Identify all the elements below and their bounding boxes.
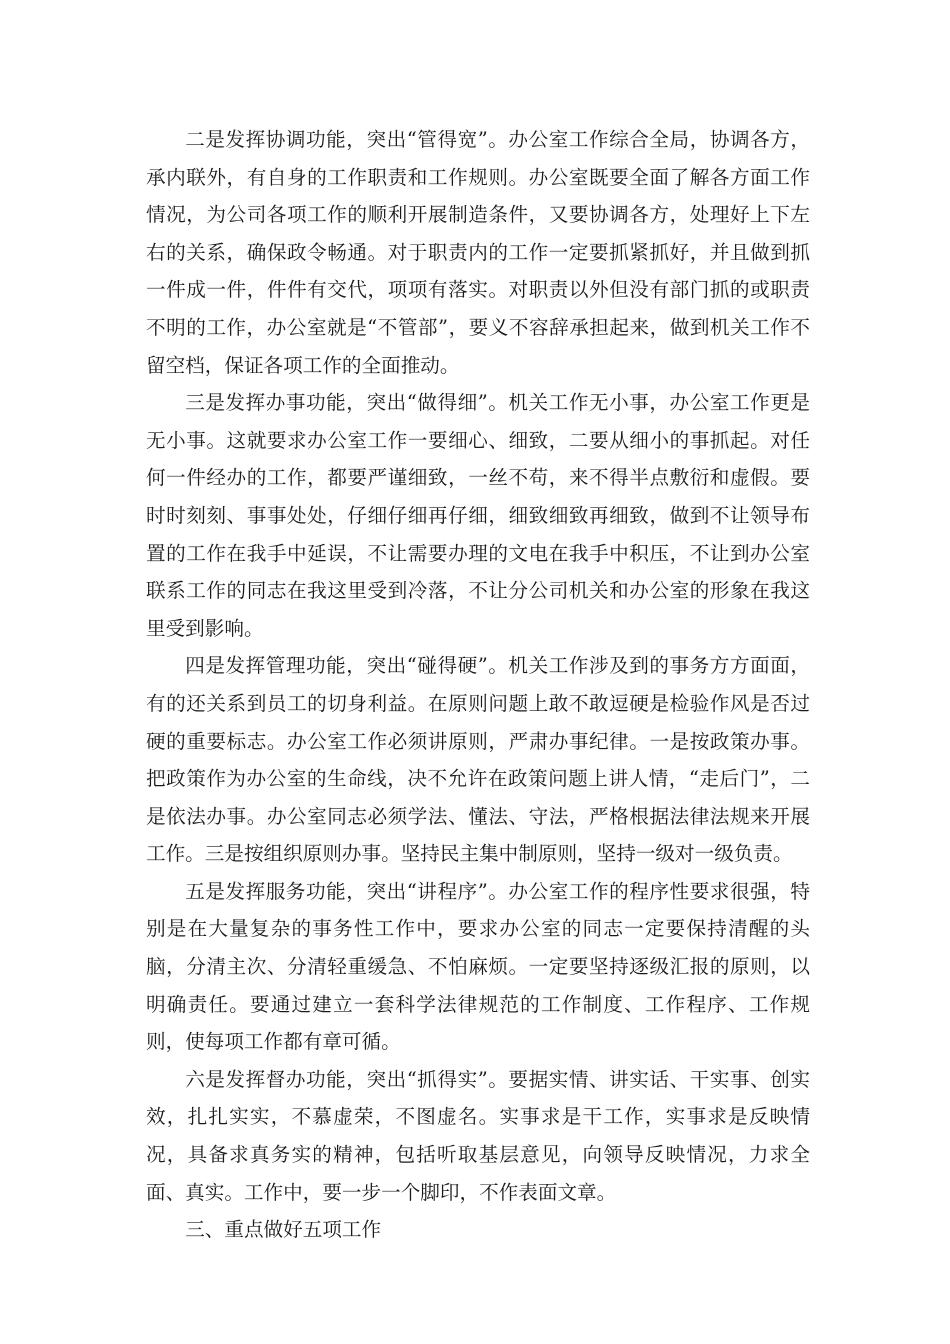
document-body: [146, 121, 810, 1249]
paragraph-service: 五是发挥服务功能，突出“讲程序”。办公室工作的程序性要求很强，特别是在大量复杂的事务性工作中，要求办公室的同志一定要保持清醒的头脑，分清主次、分清轻重缓急、不怕麻烦。一定要坚持逐级汇报的原则，以明确责任。要通过建立一套科学法律规范的工作制度、工作程序、工作规则，使每项工作都有章可循。: [146, 879, 810, 1054]
paragraph-supervision: 六是发挥督办功能，突出“抓得实”。要据实情、讲实话、干实事、创实效，扎扎实实，不慕虚荣，不图虚名。实事求是干工作，实事求是反映情况，具备求真务实的精神，包括听取基层意见，向领导反映情况，力求全面、真实。工作中，要一步一个脚印，不作表面文章。: [146, 1067, 810, 1204]
section-heading: 三、重点做好五项工作: [185, 1218, 382, 1242]
paragraph-handling-affairs: 三是发挥办事功能，突出“做得细”。机关工作无小事，办公室工作更是无小事。这就要求办公室工作一要细心、细致，二要从细小的事抓起。对任何一件经办的工作，都要严谨细致，一丝不苟，来不得半点敷衍和虚假。要时时刻刻、事事处处，仔细仔细再仔细，细致细致再细致，做到不让领导布置的工作在我手中延误，不让需要办理的文电在我手中积压，不让到办公室联系工作的同志在我这里受到冷落，不让分公司机关和办公室的形象在我这里受到影响。: [146, 391, 810, 640]
paragraph-coordination: 二是发挥协调功能，突出“管得宽”。办公室工作综合全局，协调各方，承内联外，有自身的工作职责和工作规则。办公室既要全面了解各方面工作情况，为公司各项工作的顺利开展制造条件，又要协调各方，处理好上下左右的关系，确保政令畅通。对于职责内的工作一定要抓紧抓好，并且做到抓一件成一件，件件有交代，项项有落实。对职责以外但没有部门抓的或职责不明的工作，办公室就是“不管部”，要义不容辞承担起来，做到机关工作不留空档，保证各项工作的全面推动。: [146, 128, 810, 377]
paragraph-management: 四是发挥管理功能，突出“碰得硬”。机关工作涉及到的事务方方面面，有的还关系到员工的切身利益。在原则问题上敢不敢逗硬是检验作风是否过硬的重要标志。办公室工作必须讲原则，严肃办事纪律。一是按政策办事。把政策作为办公室的生命线，决不允许在政策问题上讲人情，“走后门”，二是依法办事。办公室同志必须学法、懂法、守法，严格根据法律法规来开展工作。三是按组织原则办事。坚持民主集中制原则，坚持一级对一级负责。: [146, 654, 810, 866]
